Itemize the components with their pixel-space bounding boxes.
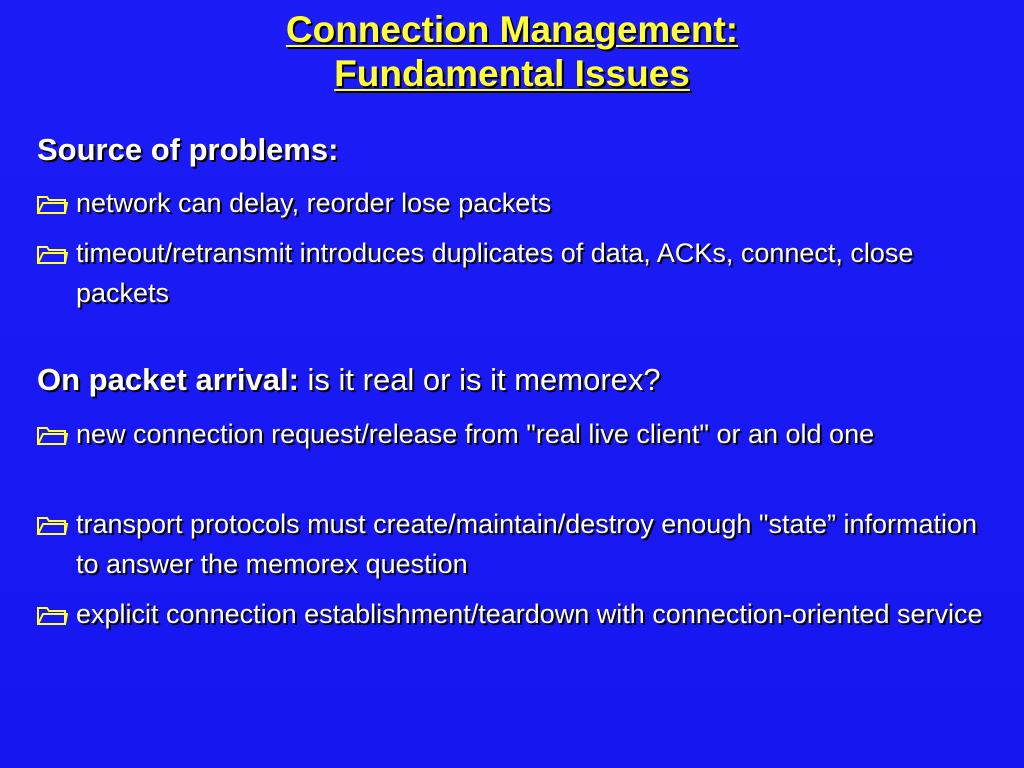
bullet-item [36,594,996,634]
bullet-item [36,414,996,454]
bullet-text: transport protocols must create/maintain/destroy enough "state” information to answer the memorex question [76,509,978,579]
title-line-2: Fundamental Issues [334,53,690,94]
slide-title [0,8,1024,96]
section-heading-arrival [37,362,661,398]
section-heading-arrival-question: is it real or is it memorex? [298,362,661,397]
bullet-text: new connection request/release from "real live client" or an old one [76,419,875,449]
bullet-text: explicit connection establishment/teardown with connection-oriented service [76,599,983,629]
folder-icon [36,424,68,446]
bullet-text: network can delay, reorder lose packets [76,188,552,218]
folder-icon [36,193,68,215]
section-heading-arrival-bold: On packet arrival: [37,362,299,397]
folder-icon [36,604,68,626]
title-line-1: Connection Management: [285,9,739,50]
bullet-item [36,504,996,584]
folder-icon [36,514,68,536]
folder-icon [36,243,68,265]
section-heading-source: Source of problems: [37,132,339,167]
bullet-text: timeout/retransmit introduces duplicates of data, ACKs, connect, close packets [76,238,914,308]
bullet-item [36,233,996,313]
bullet-item [36,183,996,223]
